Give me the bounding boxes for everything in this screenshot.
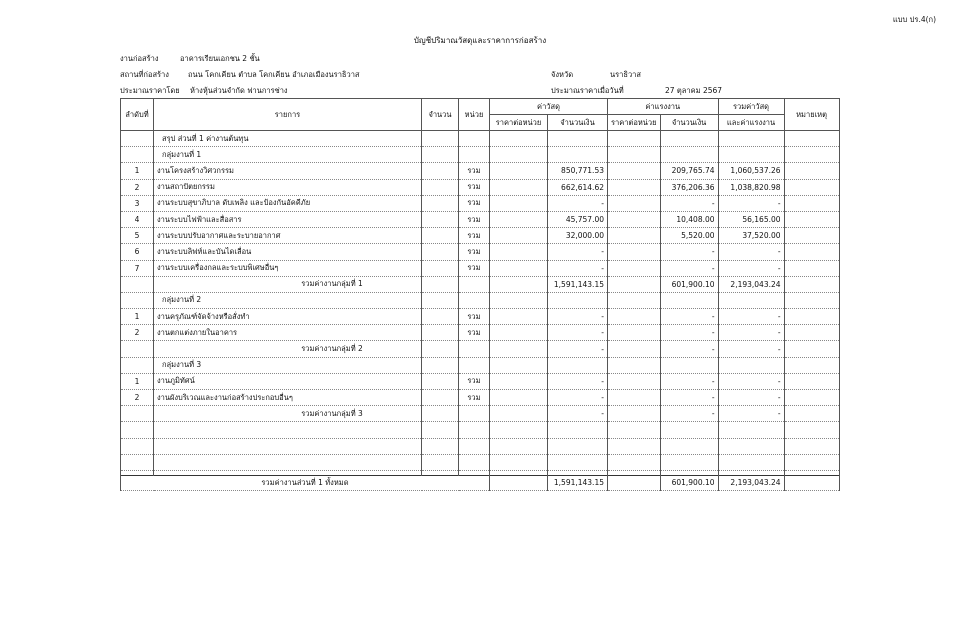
estimate-date-label: ประมาณราคาเมื่อวันที่ xyxy=(551,86,624,95)
table-row xyxy=(121,131,840,147)
row-total: - xyxy=(718,341,784,357)
row-labor-amount xyxy=(660,422,718,438)
row-unit: รวม xyxy=(459,325,490,341)
row-material-amount xyxy=(548,438,608,454)
grand-total-label: รวมค่างานส่วนที่ 1 ทั้งหมด xyxy=(121,475,490,490)
row-material-unit-price xyxy=(490,341,548,357)
row-qty xyxy=(422,131,459,147)
row-qty xyxy=(422,341,459,357)
row-qty xyxy=(422,244,459,260)
row-material-amount: 662,614.62 xyxy=(548,179,608,195)
row-material-amount xyxy=(548,454,608,470)
row-material-amount: - xyxy=(548,195,608,211)
header-material-amount: จำนวนเงิน xyxy=(548,115,608,131)
row-material-amount: - xyxy=(548,260,608,276)
row-total: - xyxy=(718,195,784,211)
row-material-unit-price xyxy=(490,292,548,308)
row-material-unit-price xyxy=(490,390,548,406)
row-unit xyxy=(459,422,490,438)
boq-table xyxy=(120,98,840,491)
row-item: งานระบบสุขาภิบาล ดับเพลิง และป้องกันอัคคีภัย xyxy=(154,195,422,211)
row-labor-unit-price xyxy=(608,438,661,454)
table-row xyxy=(121,422,840,438)
row-material-amount xyxy=(548,292,608,308)
row-labor-amount: 209,765.74 xyxy=(660,163,718,179)
row-material-amount xyxy=(548,131,608,147)
row-item: กลุ่มงานที่ 1 xyxy=(154,147,422,163)
row-number: 5 xyxy=(121,228,154,244)
row-number: 3 xyxy=(121,195,154,211)
row-material-amount: - xyxy=(548,309,608,325)
row-total: - xyxy=(718,390,784,406)
table-row xyxy=(121,454,840,470)
row-material-unit-price xyxy=(490,147,548,163)
row-material-unit-price xyxy=(490,244,548,260)
row-remark xyxy=(784,147,839,163)
row-remark xyxy=(784,260,839,276)
row-labor-unit-price xyxy=(608,422,661,438)
row-material-amount: - xyxy=(548,390,608,406)
header-labor: ค่าแรงงาน xyxy=(608,99,719,115)
row-labor-unit-price xyxy=(608,292,661,308)
row-item xyxy=(154,422,422,438)
row-remark xyxy=(784,390,839,406)
row-material-unit-price xyxy=(490,211,548,227)
row-number xyxy=(121,276,154,292)
row-qty xyxy=(422,309,459,325)
header-total-2: และค่าแรงงาน xyxy=(718,115,784,131)
row-number: 2 xyxy=(121,325,154,341)
row-labor-unit-price xyxy=(608,276,661,292)
row-number: 2 xyxy=(121,179,154,195)
form-code: แบบ ปร.4(ก) xyxy=(892,15,936,24)
row-remark xyxy=(784,131,839,147)
estimator-label: ประมาณราคาโดย xyxy=(120,86,180,95)
row-labor-amount: - xyxy=(660,406,718,422)
row-number xyxy=(121,422,154,438)
row-remark xyxy=(784,341,839,357)
row-total xyxy=(718,454,784,470)
row-unit xyxy=(459,341,490,357)
row-remark xyxy=(784,454,839,470)
row-unit xyxy=(459,454,490,470)
row-remark xyxy=(784,406,839,422)
row-labor-amount: - xyxy=(660,244,718,260)
location-value: ถนน โคกเคียน ตำบล โคกเคียน อำเภอเมืองนราธิวาส xyxy=(188,70,360,79)
grand-total-sum: 2,193,043.24 xyxy=(718,475,784,490)
row-labor-unit-price xyxy=(608,147,661,163)
row-remark xyxy=(784,163,839,179)
row-material-amount: 850,771.53 xyxy=(548,163,608,179)
row-material-amount xyxy=(548,357,608,373)
row-material-unit-price xyxy=(490,131,548,147)
row-number: 1 xyxy=(121,373,154,389)
row-labor-amount: 10,408.00 xyxy=(660,211,718,227)
row-qty xyxy=(422,211,459,227)
row-labor-unit-price xyxy=(608,163,661,179)
row-labor-amount xyxy=(660,454,718,470)
header-unit: หน่วย xyxy=(459,99,490,131)
row-item: รวมค่างานกลุ่มที่ 2 xyxy=(154,341,422,357)
row-labor-amount: 5,520.00 xyxy=(660,228,718,244)
row-material-amount: - xyxy=(548,406,608,422)
row-labor-unit-price xyxy=(608,325,661,341)
row-labor-unit-price xyxy=(608,454,661,470)
row-item xyxy=(154,438,422,454)
row-qty xyxy=(422,292,459,308)
header-qty: จำนวน xyxy=(422,99,459,131)
row-item xyxy=(154,454,422,470)
header-labor-unit-price: ราคาต่อหน่วย xyxy=(608,115,661,131)
table-row xyxy=(121,390,840,406)
row-item: รวมค่างานกลุ่มที่ 1 xyxy=(154,276,422,292)
row-number xyxy=(121,147,154,163)
row-labor-amount xyxy=(660,292,718,308)
table-row xyxy=(121,341,840,357)
row-material-amount: - xyxy=(548,244,608,260)
row-remark xyxy=(784,325,839,341)
row-unit: รวม xyxy=(459,309,490,325)
row-qty xyxy=(422,195,459,211)
row-qty xyxy=(422,179,459,195)
row-qty xyxy=(422,406,459,422)
row-number: 1 xyxy=(121,309,154,325)
row-qty xyxy=(422,325,459,341)
row-item: กลุ่มงานที่ 3 xyxy=(154,357,422,373)
table-row xyxy=(121,195,840,211)
table-row xyxy=(121,260,840,276)
row-labor-amount: - xyxy=(660,260,718,276)
row-qty xyxy=(422,454,459,470)
row-remark xyxy=(784,373,839,389)
row-labor-amount: - xyxy=(660,390,718,406)
row-remark xyxy=(784,244,839,260)
row-unit xyxy=(459,406,490,422)
header-total-1: รวมค่าวัสดุ xyxy=(718,99,784,115)
row-material-unit-price xyxy=(490,179,548,195)
row-unit xyxy=(459,438,490,454)
row-unit: รวม xyxy=(459,195,490,211)
row-labor-unit-price xyxy=(608,390,661,406)
row-labor-unit-price xyxy=(608,406,661,422)
row-total xyxy=(718,147,784,163)
row-unit: รวม xyxy=(459,373,490,389)
table-row xyxy=(121,244,840,260)
row-item: งานสถาปัตยกรรม xyxy=(154,179,422,195)
estimator-value: ห้างหุ้นส่วนจำกัด ฟานการช่าง xyxy=(190,86,288,95)
header-material: ค่าวัสดุ xyxy=(490,99,608,115)
row-material-unit-price xyxy=(490,422,548,438)
row-total: - xyxy=(718,260,784,276)
province-value: นราธิวาส xyxy=(610,70,641,79)
header-material-unit-price: ราคาต่อหน่วย xyxy=(490,115,548,131)
row-labor-amount: 376,206.36 xyxy=(660,179,718,195)
row-remark xyxy=(784,211,839,227)
row-total: - xyxy=(718,244,784,260)
table-row xyxy=(121,211,840,227)
row-material-unit-price xyxy=(490,325,548,341)
row-number xyxy=(121,438,154,454)
row-remark xyxy=(784,195,839,211)
row-material-amount: - xyxy=(548,325,608,341)
row-total xyxy=(718,357,784,373)
row-item: งานโครงสร้างวิศวกรรม xyxy=(154,163,422,179)
row-item: งานระบบลิฟท์และบันไดเลื่อน xyxy=(154,244,422,260)
row-item: กลุ่มงานที่ 2 xyxy=(154,292,422,308)
row-labor-unit-price xyxy=(608,244,661,260)
row-number: 2 xyxy=(121,390,154,406)
project-label: งานก่อสร้าง xyxy=(120,54,159,63)
row-number xyxy=(121,292,154,308)
table-row xyxy=(121,325,840,341)
row-number xyxy=(121,454,154,470)
row-labor-amount: - xyxy=(660,325,718,341)
table-row xyxy=(121,179,840,195)
row-qty xyxy=(422,276,459,292)
row-qty xyxy=(422,438,459,454)
grand-total-row xyxy=(121,475,840,490)
row-number: 1 xyxy=(121,163,154,179)
row-material-unit-price xyxy=(490,438,548,454)
project-value: อาคารเรียนเอกชน 2 ชั้น xyxy=(180,54,260,63)
row-total: 2,193,043.24 xyxy=(718,276,784,292)
row-unit xyxy=(459,276,490,292)
row-labor-amount xyxy=(660,357,718,373)
table-row xyxy=(121,163,840,179)
table-row xyxy=(121,228,840,244)
estimate-date-value: 27 ตุลาคม 2567 xyxy=(665,86,723,95)
row-material-amount: 1,591,143.15 xyxy=(548,276,608,292)
row-number: 6 xyxy=(121,244,154,260)
row-qty xyxy=(422,422,459,438)
row-labor-unit-price xyxy=(608,228,661,244)
row-item: รวมค่างานกลุ่มที่ 3 xyxy=(154,406,422,422)
row-item: งานระบบปรับอากาศและระบายอากาศ xyxy=(154,228,422,244)
row-total xyxy=(718,292,784,308)
row-qty xyxy=(422,357,459,373)
row-material-amount xyxy=(548,422,608,438)
table-row xyxy=(121,357,840,373)
row-item: งานตกแต่งภายในอาคาร xyxy=(154,325,422,341)
row-total: - xyxy=(718,309,784,325)
row-total xyxy=(718,131,784,147)
row-material-unit-price xyxy=(490,406,548,422)
row-unit: รวม xyxy=(459,390,490,406)
row-item: งานระบบเครื่องกลและระบบพิเศษอื่นๆ xyxy=(154,260,422,276)
row-qty xyxy=(422,228,459,244)
table-row xyxy=(121,438,840,454)
table-row xyxy=(121,309,840,325)
table-row xyxy=(121,276,840,292)
row-material-amount xyxy=(548,147,608,163)
row-labor-amount xyxy=(660,131,718,147)
row-remark xyxy=(784,309,839,325)
row-material-unit-price xyxy=(490,373,548,389)
row-item: สรุป ส่วนที่ 1 ค่างานต้นทุน xyxy=(154,131,422,147)
row-material-unit-price xyxy=(490,357,548,373)
row-number xyxy=(121,357,154,373)
row-labor-amount xyxy=(660,147,718,163)
grand-total-labor: 601,900.10 xyxy=(660,475,718,490)
row-labor-unit-price xyxy=(608,373,661,389)
row-material-amount: - xyxy=(548,373,608,389)
row-unit xyxy=(459,147,490,163)
row-labor-amount: 601,900.10 xyxy=(660,276,718,292)
row-total xyxy=(718,422,784,438)
row-unit xyxy=(459,131,490,147)
row-labor-unit-price xyxy=(608,341,661,357)
row-total: 56,165.00 xyxy=(718,211,784,227)
row-remark xyxy=(784,357,839,373)
row-labor-amount: - xyxy=(660,341,718,357)
row-labor-unit-price xyxy=(608,357,661,373)
row-number xyxy=(121,131,154,147)
row-qty xyxy=(422,373,459,389)
row-unit: รวม xyxy=(459,211,490,227)
row-labor-unit-price xyxy=(608,131,661,147)
row-unit: รวม xyxy=(459,179,490,195)
row-number xyxy=(121,341,154,357)
table-row xyxy=(121,292,840,308)
row-material-unit-price xyxy=(490,309,548,325)
row-number: 4 xyxy=(121,211,154,227)
row-total: 1,038,820.98 xyxy=(718,179,784,195)
row-total: 37,520.00 xyxy=(718,228,784,244)
row-item: งานผังบริเวณและงานก่อสร้างประกอบอื่นๆ xyxy=(154,390,422,406)
row-remark xyxy=(784,422,839,438)
province-label: จังหวัด xyxy=(551,70,574,79)
row-qty xyxy=(422,147,459,163)
row-labor-amount xyxy=(660,438,718,454)
table-row xyxy=(121,373,840,389)
row-remark xyxy=(784,438,839,454)
header-no: ลำดับที่ xyxy=(121,99,154,131)
row-unit: รวม xyxy=(459,244,490,260)
row-item: งานครุภัณฑ์จัดจ้างหรือสั่งทำ xyxy=(154,309,422,325)
row-labor-amount: - xyxy=(660,373,718,389)
row-material-unit-price xyxy=(490,454,548,470)
row-labor-amount: - xyxy=(660,195,718,211)
row-material-unit-price xyxy=(490,276,548,292)
header-item: รายการ xyxy=(154,99,422,131)
row-number xyxy=(121,406,154,422)
row-labor-amount: - xyxy=(660,309,718,325)
row-material-unit-price xyxy=(490,163,548,179)
document-title: บัญชีปริมาณวัสดุและราคาการก่อสร้าง xyxy=(413,36,547,45)
row-material-amount: 32,000.00 xyxy=(548,228,608,244)
row-unit: รวม xyxy=(459,163,490,179)
row-number: 7 xyxy=(121,260,154,276)
row-material-amount: 45,757.00 xyxy=(548,211,608,227)
row-labor-unit-price xyxy=(608,179,661,195)
row-total: 1,060,537.26 xyxy=(718,163,784,179)
row-labor-unit-price xyxy=(608,309,661,325)
row-remark xyxy=(784,179,839,195)
row-labor-unit-price xyxy=(608,211,661,227)
row-qty xyxy=(422,260,459,276)
table-row xyxy=(121,147,840,163)
row-qty xyxy=(422,163,459,179)
row-item: งานระบบไฟฟ้าและสื่อสาร xyxy=(154,211,422,227)
row-unit: รวม xyxy=(459,228,490,244)
row-total: - xyxy=(718,373,784,389)
row-qty xyxy=(422,390,459,406)
row-total xyxy=(718,438,784,454)
row-material-unit-price xyxy=(490,195,548,211)
row-item: งานภูมิทัศน์ xyxy=(154,373,422,389)
row-labor-unit-price xyxy=(608,260,661,276)
row-material-amount: - xyxy=(548,341,608,357)
header-remark: หมายเหตุ xyxy=(784,99,839,131)
row-remark xyxy=(784,276,839,292)
header-labor-amount: จำนวนเงิน xyxy=(660,115,718,131)
row-unit: รวม xyxy=(459,260,490,276)
location-label: สถานที่ก่อสร้าง xyxy=(120,70,169,79)
row-material-unit-price xyxy=(490,260,548,276)
grand-total-material: 1,591,143.15 xyxy=(548,475,608,490)
row-material-unit-price xyxy=(490,228,548,244)
row-total: - xyxy=(718,406,784,422)
row-remark xyxy=(784,228,839,244)
row-labor-unit-price xyxy=(608,195,661,211)
row-remark xyxy=(784,292,839,308)
table-row xyxy=(121,406,840,422)
row-total: - xyxy=(718,325,784,341)
row-unit xyxy=(459,357,490,373)
row-unit xyxy=(459,292,490,308)
